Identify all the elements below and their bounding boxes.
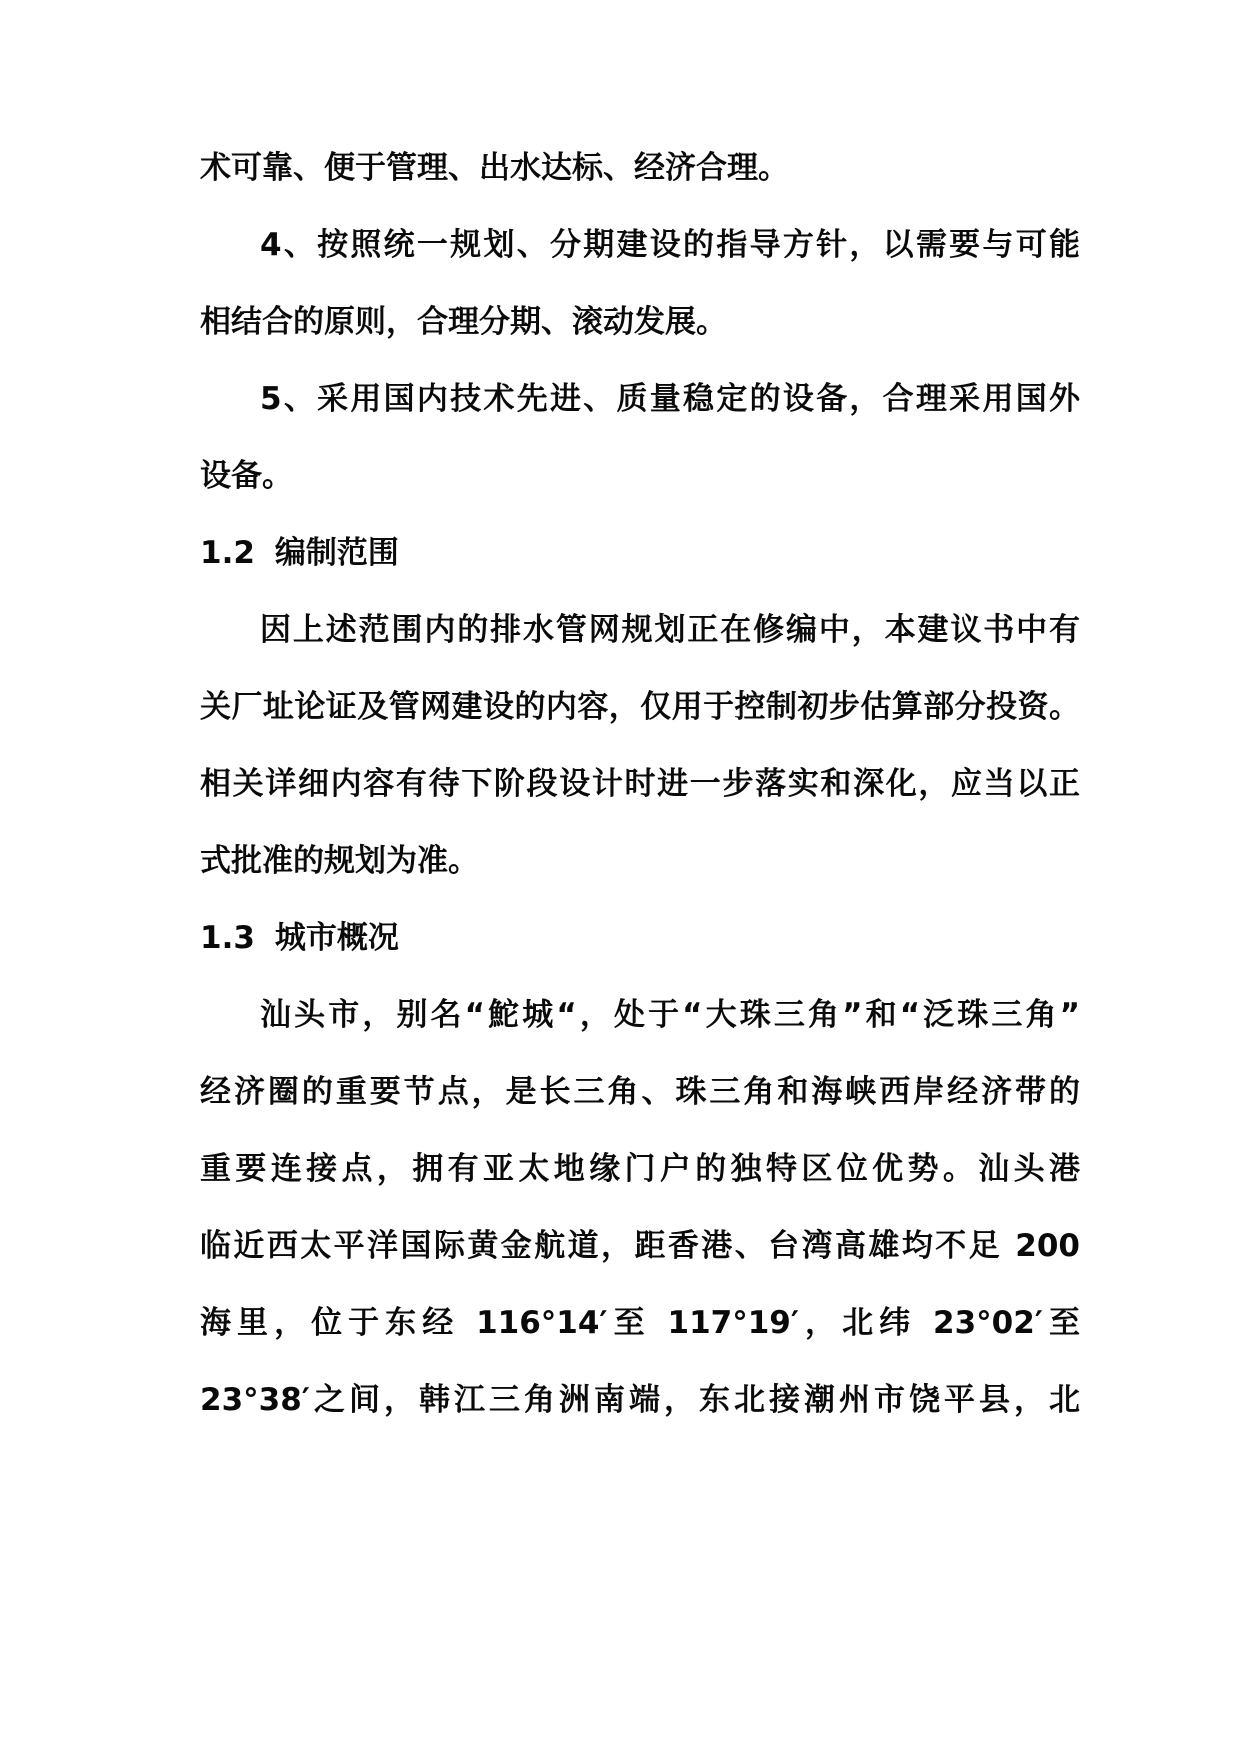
paragraph-line: 重要连接点，拥有亚太地缘门户的独特区位优势。汕头港 <box>200 1151 1080 1187</box>
paragraph-line: 经济圈的重要节点，是长三角、珠三角和海峡西岸经济带的 <box>200 1074 1080 1110</box>
paragraph-line: 因上述范围内的排水管网规划正在修编中，本建议书中有 <box>260 612 1080 648</box>
paragraph-line: 相关详细内容有待下阶段设计时进一步落实和深化，应当以正 <box>200 766 1080 802</box>
section-heading-1-3 <box>200 918 1080 958</box>
paragraph-line: 设备。 <box>200 458 293 494</box>
paragraph-line: 临近西太平洋国际黄金航道，距香港、台湾高雄均不足 200 <box>200 1228 1080 1264</box>
paragraph-line: 5、采用国内技术先进、质量稳定的设备，合理采用国外 <box>260 381 1080 417</box>
paragraph-line: 汕头市，别名“鮀城“，处于“大珠三角”和“泛珠三角” <box>260 997 1080 1033</box>
paragraph-line: 术可靠、便于管理、出水达标、经济合理。 <box>200 150 789 186</box>
paragraph-line: 相结合的原则，合理分期、滚动发展。 <box>200 304 727 340</box>
paragraph-line: 海里，位于东经 116°14′至 117°19′，北纬 23°02′至 <box>200 1305 1080 1341</box>
section-title: 城市概况 <box>274 920 399 956</box>
paragraph-line: 关厂址论证及管网建设的内容，仅用于控制初步估算部分投资。 <box>200 689 1080 725</box>
section-number: 1.3 <box>200 920 255 956</box>
section-title: 编制范围 <box>274 535 399 571</box>
section-number: 1.2 <box>200 535 255 571</box>
paragraph-line: 4、按照统一规划、分期建设的指导方针，以需要与可能 <box>260 227 1080 263</box>
section-heading-1-2 <box>200 533 1080 573</box>
paragraph-line: 23°38′之间，韩江三角洲南端，东北接潮州市饶平县，北 <box>200 1382 1080 1418</box>
paragraph-line: 式批准的规划为准。 <box>200 843 479 879</box>
